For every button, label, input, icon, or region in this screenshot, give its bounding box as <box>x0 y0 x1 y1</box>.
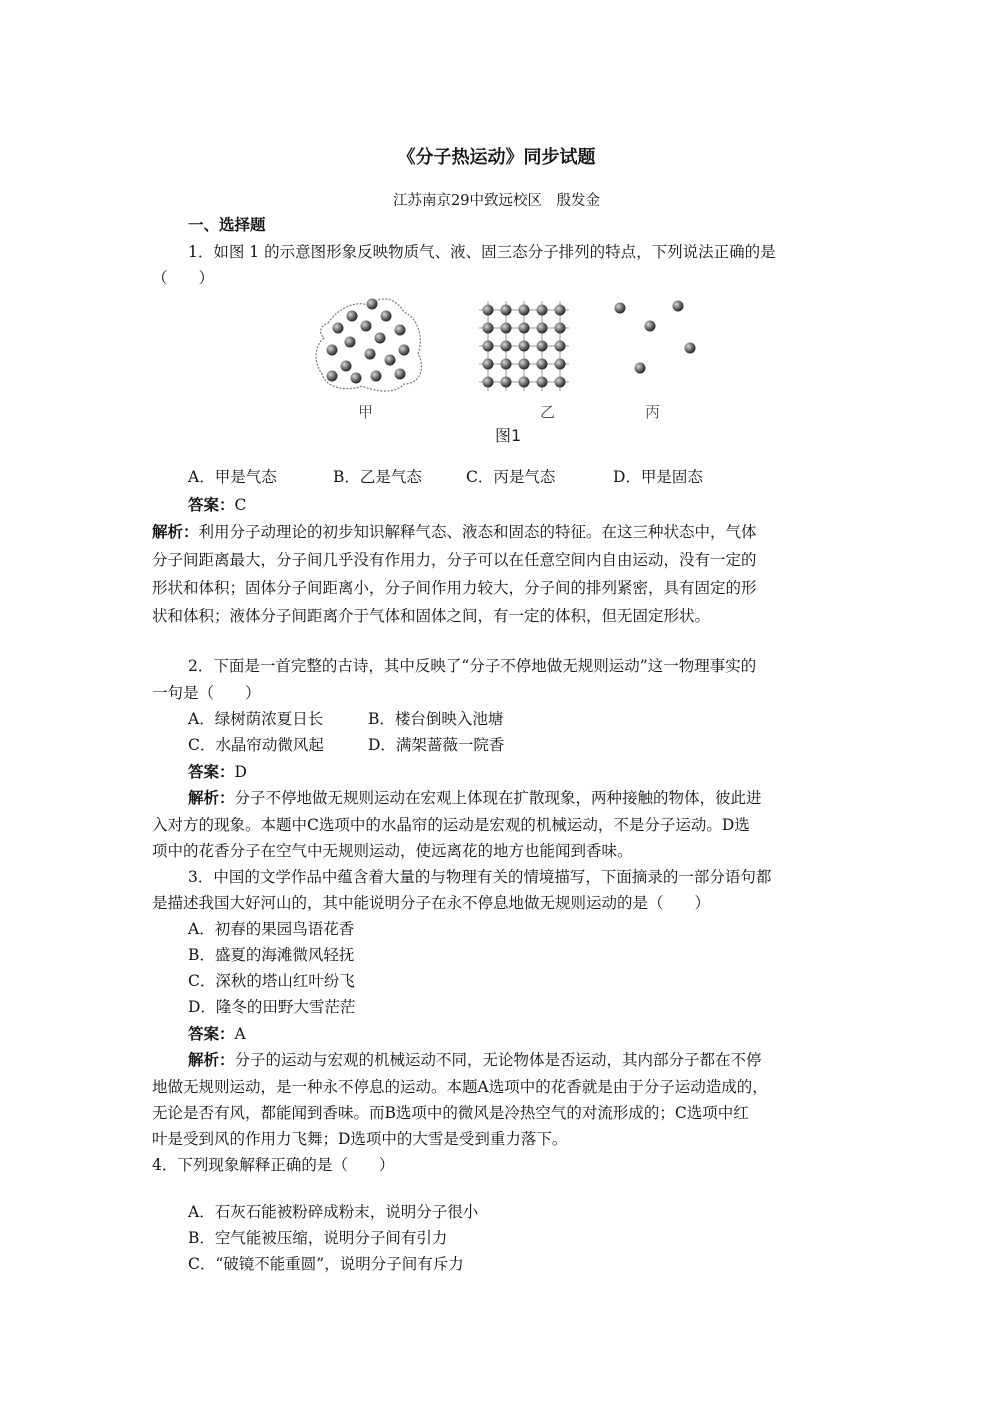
lattice-molecule <box>501 341 512 352</box>
liquid-molecules <box>327 299 410 384</box>
lattice-molecule <box>537 377 548 388</box>
q4-option-b: B．空气能被压缩，说明分子间有引力 <box>188 1229 448 1247</box>
q3-answer-label: 答案： <box>188 1025 235 1043</box>
q2-option-a: A．绿树荫浓夏日长 <box>188 710 324 728</box>
q4-option-c: C．“破镜不能重圆”，说明分子间有斥力 <box>188 1255 464 1273</box>
q3-option-a: A．初春的果园鸟语花香 <box>188 920 355 938</box>
q3-answer <box>188 1024 246 1044</box>
q4-stem-line1: 4．下列现象解释正确的是（ ） <box>152 1156 395 1174</box>
q1-answer-value: C <box>234 496 247 514</box>
q2-answer <box>188 762 247 782</box>
q3-option-b: B．盛夏的海滩微风轻抚 <box>188 946 355 964</box>
lattice-molecule <box>483 341 494 352</box>
q1-option-d: D．甲是固态 <box>613 468 703 486</box>
lattice-molecule <box>537 359 548 370</box>
lattice-molecule <box>555 377 566 388</box>
q1-option-a: A．甲是气态 <box>188 468 277 486</box>
q3-analysis-line3: 无论是否有风，都能闻到香味。而B选项中的微风是冷热空气的对流形成的；C选项中红 <box>152 1104 749 1122</box>
q4-option-a: A．石灰石能被粉碎成粉末，说明分子很小 <box>188 1203 479 1221</box>
lattice-molecule <box>537 323 548 334</box>
q3-analysis-line4: 叶是受到风的作用力飞舞；D选项中的大雪是受到重力落下。 <box>152 1130 568 1148</box>
q2-stem-line2: 一句是（ ） <box>152 684 261 702</box>
figure-label-yi: 乙 <box>540 403 556 421</box>
lattice-molecule <box>501 359 512 370</box>
lattice-molecule <box>555 341 566 352</box>
lattice-molecule <box>537 305 548 316</box>
lattice-molecule <box>501 305 512 316</box>
lattice-molecule <box>519 341 530 352</box>
q3-stem-line1: 3．中国的文学作品中蕴含着大量的与物理有关的情境描写，下面摘录的一部分语句都 <box>188 868 772 886</box>
lattice-molecule <box>519 377 530 388</box>
q2-option-b: B．楼台倒映入池塘 <box>368 710 504 728</box>
q2-option-d: D．满架蔷薇一院香 <box>368 736 505 754</box>
lattice-molecule <box>537 341 548 352</box>
state-jia-liquid <box>316 299 421 392</box>
lattice-molecule <box>555 359 566 370</box>
lattice-molecule <box>555 323 566 334</box>
q1-stem-line1: 1．如图 1 的示意图形象反映物质气、液、固三态分子排列的特点，下列说法正确的是 <box>188 243 776 261</box>
page-title: 《分子热运动》同步试题 <box>397 147 596 168</box>
q1-analysis-line3: 形状和体积；固体分子间距离小，分子间作用力较大，分子间的排列紧密，具有固定的形 <box>152 579 757 597</box>
figure-label-bing: 丙 <box>645 403 661 421</box>
q1-option-b: B．乙是气态 <box>333 468 422 486</box>
q1-analysis-line1: 解析：利用分子动理论的初步知识解释气态、液态和固态的特征。在这三种状态中，气体 <box>152 523 757 541</box>
q3-stem-line2: 是描述我国大好河山的，其中能说明分子在永不停息地做无规则运动的是（ ） <box>152 894 711 912</box>
lattice-molecule <box>519 359 530 370</box>
q2-stem-line1: 2．下面是一首完整的古诗，其中反映了“分子不停地做无规则运动”这一物理事实的 <box>188 657 757 675</box>
q1-stem-line2: （ ） <box>152 269 215 287</box>
section-heading: 一、选择题 <box>188 216 266 234</box>
figure-1-molecule-diagram <box>300 288 720 448</box>
q2-analysis-line3: 项中的花香分子在空气中无规则运动，使远离花的地方也能闻到香味。 <box>152 842 633 860</box>
q3-option-d: D．隆冬的田野大雪茫茫 <box>188 998 356 1016</box>
figure-caption: 图1 <box>495 426 522 445</box>
q3-analysis-line2: 地做无规则运动，是一种永不停息的运动。本题A选项中的花香就是由于分子运动造成的， <box>152 1078 768 1096</box>
lattice-molecule <box>483 323 494 334</box>
lattice-molecule <box>501 323 512 334</box>
q2-option-c: C．水晶帘动微风起 <box>188 736 324 754</box>
lattice-molecule <box>483 359 494 370</box>
q3-answer-value: A <box>234 1025 246 1043</box>
q1-analysis-line4: 状和体积；液体分子间距离介于气体和固体之间，有一定的体积，但无固定形状。 <box>152 607 711 625</box>
q1-answer <box>188 495 246 515</box>
q2-analysis-line1: 解析：分子不停地做无规则运动在宏观上体现在扩散现象，两种接触的物体，彼此进 <box>188 789 762 807</box>
q2-analysis-line2: 入对方的现象。本题中C选项中的水晶帘的运动是宏观的机械运动，不是分子运动。D选 <box>152 816 750 834</box>
q2-answer-value: D <box>234 763 247 781</box>
lattice-molecule <box>519 305 530 316</box>
q2-analysis-label: 解析： <box>188 789 235 807</box>
figure-label-jia: 甲 <box>358 403 374 421</box>
q3-option-c: C．深秋的塔山红叶纷飞 <box>188 972 355 990</box>
lattice-molecule <box>501 377 512 388</box>
q3-analysis-label: 解析： <box>188 1051 235 1069</box>
q1-answer-label: 答案： <box>188 496 235 514</box>
q1-analysis-label: 解析： <box>152 523 199 541</box>
lattice-molecule <box>483 305 494 316</box>
author-line: 江苏南京29中致远校区 殷发金 <box>393 193 600 209</box>
q2-answer-label: 答案： <box>188 763 235 781</box>
lattice-molecule <box>519 323 530 334</box>
lattice-molecule <box>555 305 566 316</box>
lattice-molecule <box>483 377 494 388</box>
q1-analysis-line2: 分子间距离最大，分子间几乎没有作用力，分子可以在任意空间内自由运动，没有一定的 <box>152 551 757 569</box>
state-yi-solid <box>479 301 569 391</box>
q3-analysis-line1: 解析：分子的运动与宏观的机械运动不同，无论物体是否运动，其内部分子都在不停 <box>188 1051 762 1069</box>
q1-option-c: C．丙是气态 <box>466 468 556 486</box>
state-bing-gas <box>615 301 696 374</box>
